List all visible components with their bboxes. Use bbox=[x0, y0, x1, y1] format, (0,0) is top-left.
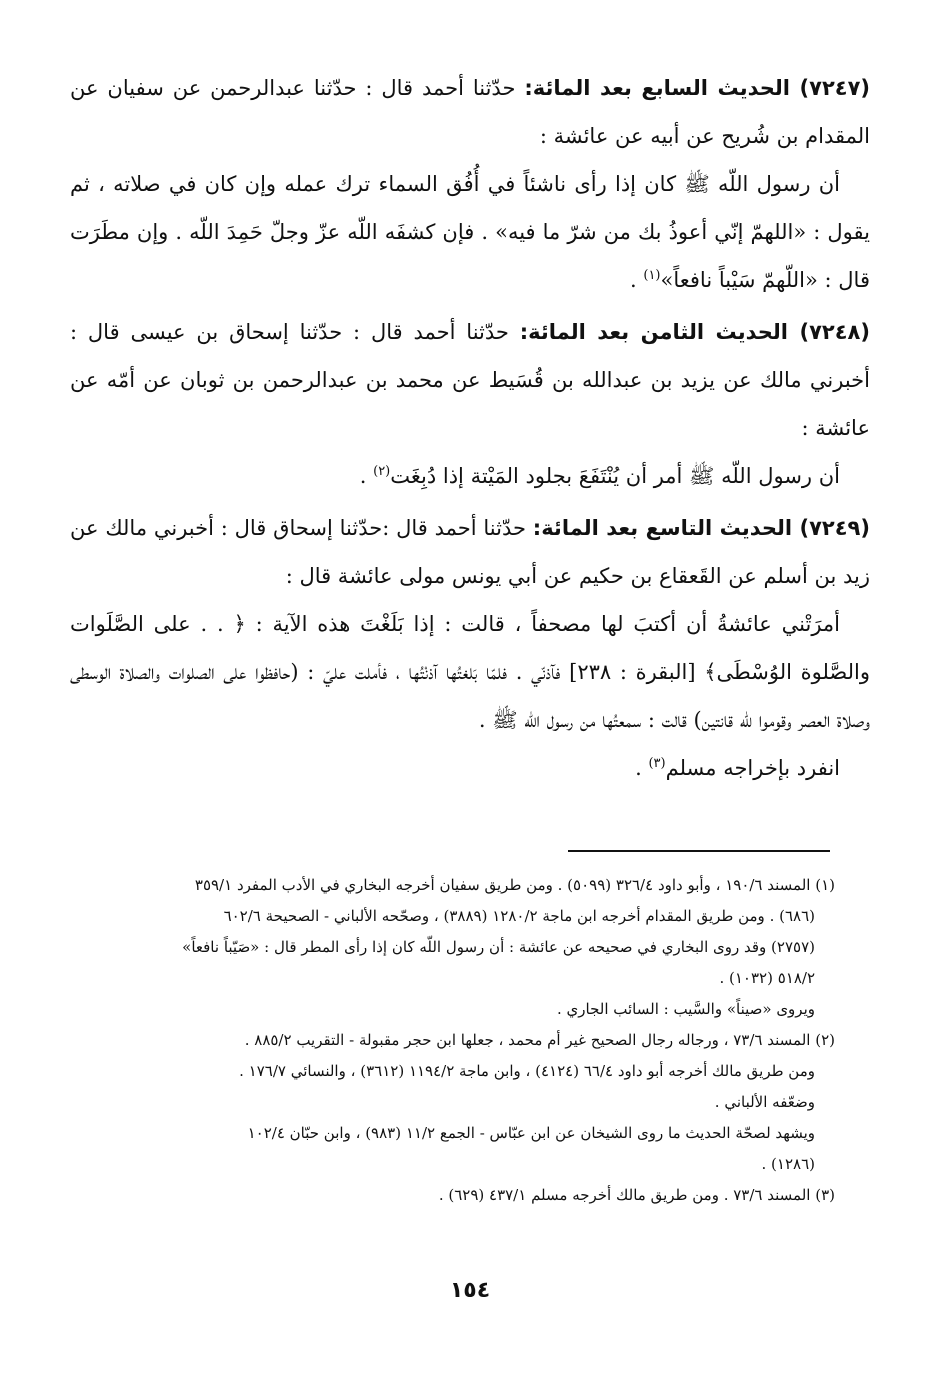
footnote-2-line: (٢) المسند ٧٣/٦ ، ورجاله رجال الصحيح غير أم محمد ، جعلها ابن حجر مقبولة - التقريب ٨٨٥/٢ . bbox=[244, 1031, 835, 1049]
footnote-1-line: (٢٧٥٧) وقد روى البخاري في صحيحه عن عائشة : أن رسول اللّه كان إذا رأى المطر قال : «صَيّباً نافعاً» bbox=[182, 938, 815, 956]
hadith-7247-matn-text: أن رسول اللّه ﷺ كان إذا رأى ناشئاً في أُفُق السماء ترك عمله وإن كان في صلاته ، ثم يقول : «اللهمّ إنّي أعوذُ بك من شرّ ما فيه» . فإن كشفَه اللّه عزّ وجلّ حَمِدَ اللّه . وإن مطَرَت قال : «اللّهمّ سَيْباً نافعاً» bbox=[70, 172, 870, 292]
hadith-7249-heading: (٧٢٤٩) الحديث التاسع بعد المائة: bbox=[532, 516, 870, 540]
footnote-1-line: ويروى «صيناً» والسَّيب : السائب الجاري . bbox=[556, 1000, 815, 1018]
hadith-7249-end: . bbox=[635, 756, 649, 780]
hadith-7248-end: . bbox=[359, 464, 374, 488]
footnote-divider bbox=[568, 850, 830, 852]
hadith-7247-isnad bbox=[70, 64, 870, 160]
page-number: ١٥٤ bbox=[449, 1278, 491, 1303]
hadith-7249-matn: أمرَتْني عائشةُ أن أكتبَ لها مصحفاً ، قالت : إذا بَلَغْتَ هذه الآية : ﴿ . . على الصَّلَوات والصَّلوة الوُسْطَى﴾ [البقرة : ٢٣٨] فآذنّي . فلمّا بَلغتُها آذنْتُها ، فأملت عليّ : (حافظوا على الصلوات والصلاة الوسطى وصلاة العصر وقوموا للّه قانتين) قالت : سمعتُها من رسول اللّه ﷺ . bbox=[70, 612, 870, 732]
hadith-7247-isnad-text: حدّثنا أحمد قال : حدّثنا عبدالرحمن عن سفيان عن المقدام بن شُريح عن أبيه عن عائشة : bbox=[70, 76, 870, 148]
footnote-2-line: وضعّفه الألباني . bbox=[714, 1093, 815, 1111]
hadith-7248-heading: (٧٢٤٨) الحديث الثامن بعد المائة: bbox=[519, 320, 870, 344]
footnote-ref-3: (٣) bbox=[648, 756, 666, 771]
footnotes bbox=[115, 870, 835, 1211]
main-text bbox=[70, 64, 870, 792]
footnote-3-line: (٣) المسند ٧٣/٦ . ومن طريق مالك أخرجه مسلم ٤٣٧/١ (٦٢٩) . bbox=[438, 1186, 835, 1204]
footnote-2-line: ومن طريق مالك أخرجه أبو داود ٦٦/٤ (٤١٢٤) ، وابن ماجة ١١٩٤/٢ (٣٦١٢) ، والنسائي ١٧٦/٧ . bbox=[239, 1062, 815, 1080]
hadith-7248-matn bbox=[70, 452, 870, 500]
footnote-1-line: (١) المسند ١٩٠/٦ ، وأبو داود ٣٢٦/٤ (٥٠٩٩) . ومن طريق سفيان أخرجه البخاري في الأدب المفرد ٣٥٩/١ bbox=[194, 876, 835, 894]
footnote-2-line: ويشهد لصحّة الحديث ما روى الشيخان عن ابن عبّاس - الجمع ١١/٢ (٩٨٣) ، وابن حبّان ١٠٢/٤ bbox=[247, 1124, 815, 1142]
footnote-1-line: (٦٨٦) . ومن طريق المقدام أخرجه ابن ماجة ١٢٨٠/٢ (٣٨٨٩) ، وصحّحه الألباني - الصحيحة ٦٠٢/٦ bbox=[223, 907, 815, 925]
hadith-7248-isnad bbox=[70, 308, 870, 452]
hadith-7248-isnad-text: حدّثنا أحمد قال : حدّثنا إسحاق بن عيسى قال : أخبرني مالك عن يزيد بن عبدالله بن قُسَيط عن محمد بن عبدالرحمن بن ثوبان عن أمّه عن عائشة : bbox=[70, 320, 870, 440]
footnote-ref-2: (٢) bbox=[373, 464, 391, 479]
hadith-7248-matn-text: أن رسول اللّه ﷺ أمر أن يُنْتَفَعَ بجلود المَيْتة إذا دُبِغَت bbox=[390, 464, 840, 488]
hadith-7249-isnad bbox=[70, 504, 870, 600]
hadith-7249-closing bbox=[70, 744, 870, 792]
hadith-7247-matn bbox=[70, 160, 870, 304]
page-body bbox=[70, 60, 870, 792]
footnote-1-line: ٥١٨/٢ (١٠٣٢) . bbox=[719, 969, 815, 987]
hadith-7247-heading: (٧٢٤٧) الحديث السابع بعد المائة: bbox=[524, 76, 871, 100]
hadith-7249-closing-text: انفرد بإخراجه مسلم bbox=[665, 756, 840, 780]
hadith-7247-end: . bbox=[630, 268, 644, 292]
footnote-ref-1: (١) bbox=[643, 268, 661, 283]
hadith-7249-isnad-text: حدّثنا أحمد قال :حدّثنا إسحاق قال : أخبرني مالك عن زيد بن أسلم عن القَعقاع بن حكيم عن أبي يونس مولى عائشة قال : bbox=[70, 516, 870, 588]
footnote-2-line: (١٢٨٦) . bbox=[761, 1155, 815, 1173]
